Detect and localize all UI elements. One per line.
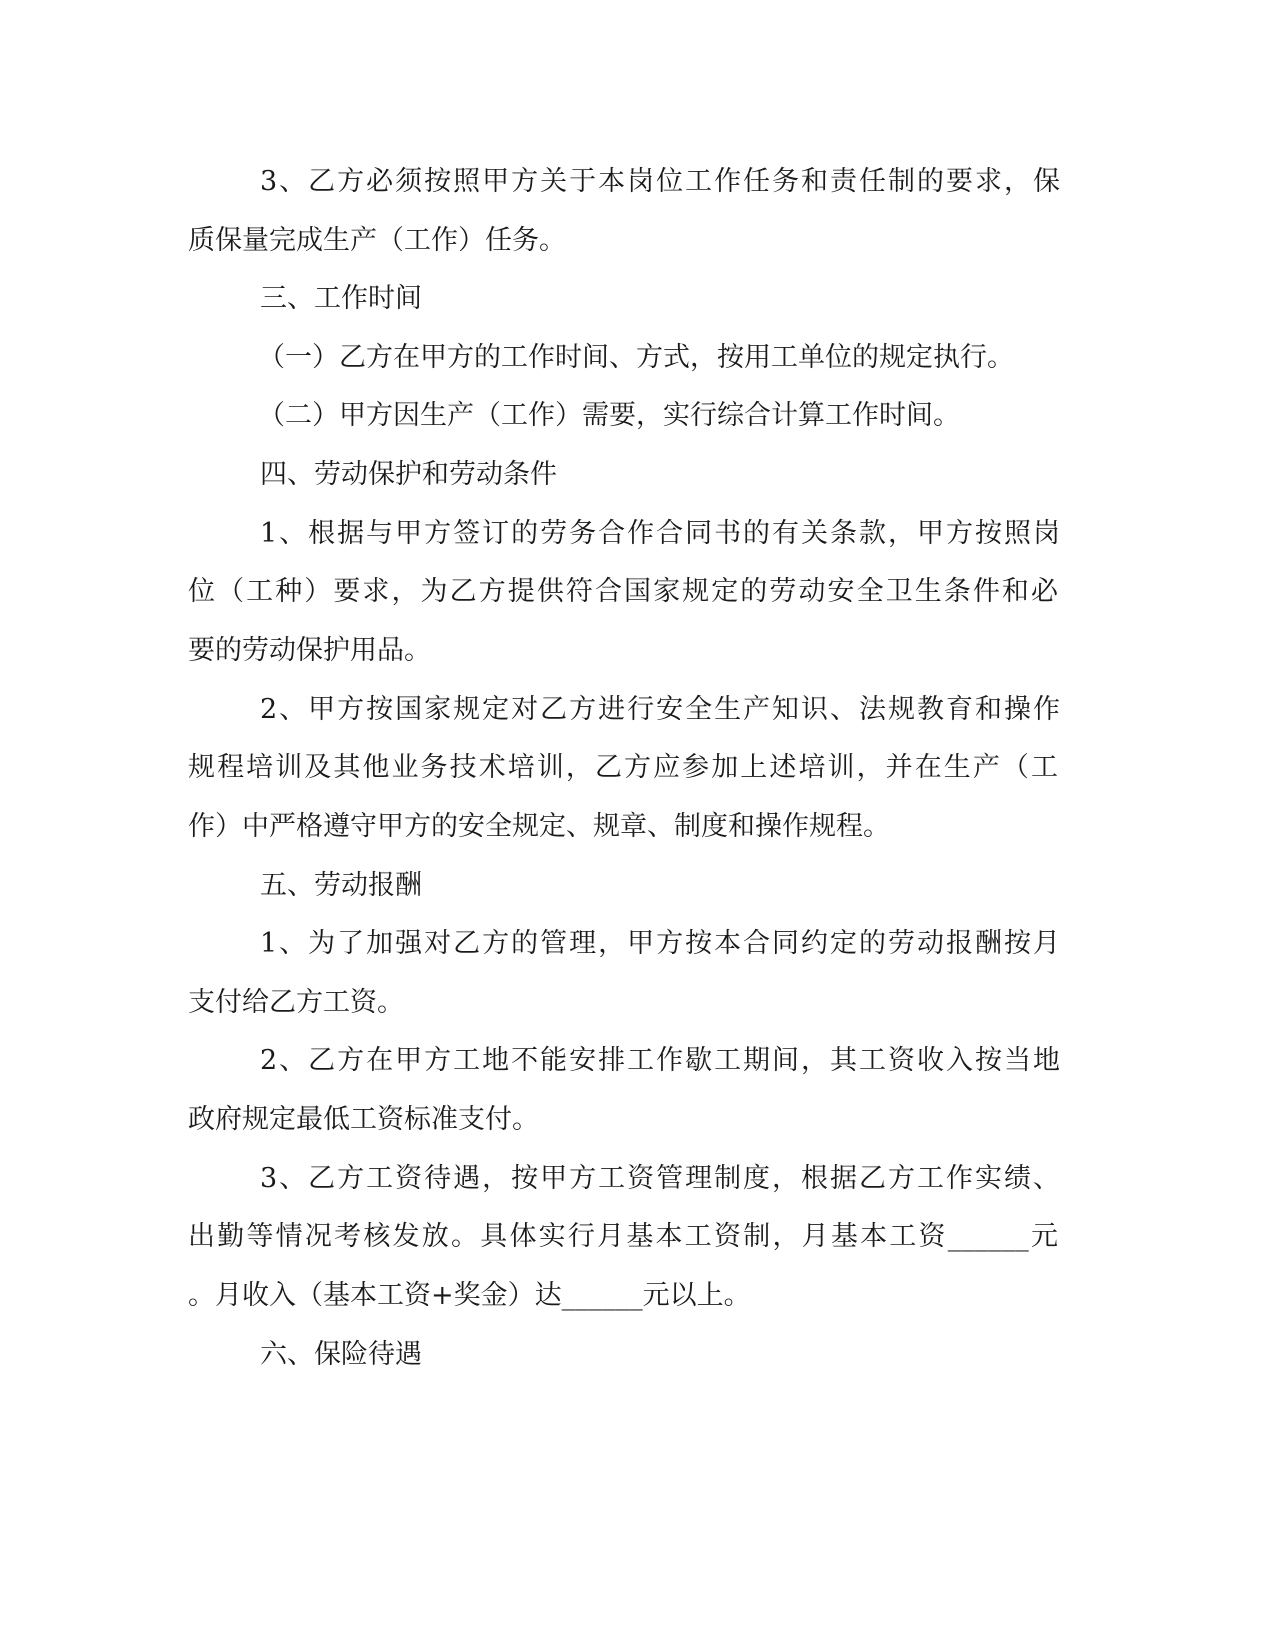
- paragraph-line: 2、甲方按国家规定对乙方进行安全生产知识、法规教育和操作: [260, 694, 1060, 725]
- paragraph-line: 3、乙方必须按照甲方关于本岗位工作任务和责任制的要求，保: [260, 166, 1060, 197]
- paragraph-line: 出勤等情况考核发放。具体实行月基本工资制，月基本工资______元: [188, 1221, 1058, 1252]
- paragraph-line: 政府规定最低工资标准支付。: [188, 1104, 539, 1135]
- section-heading: 三、工作时间: [260, 283, 422, 314]
- section-heading: 五、劳动报酬: [260, 870, 422, 901]
- paragraph-line: （二）甲方因生产（工作）需要，实行综合计算工作时间。: [258, 400, 960, 431]
- paragraph-line: 要的劳动保护用品。: [188, 635, 431, 666]
- paragraph-line: 支付给乙方工资。: [188, 987, 404, 1018]
- section-heading: 六、保险待遇: [260, 1339, 422, 1370]
- paragraph-line: 3、乙方工资待遇，按甲方工资管理制度，根据乙方工作实绩、: [260, 1163, 1060, 1194]
- paragraph-line: 位（工种）要求，为乙方提供符合国家规定的劳动安全卫生条件和必: [188, 576, 1058, 607]
- paragraph-line: 作）中严格遵守甲方的安全规定、规章、制度和操作规程。: [188, 811, 890, 842]
- paragraph-line: 1、根据与甲方签订的劳务合作合同书的有关条款，甲方按照岗: [260, 518, 1060, 549]
- paragraph-line: 1、为了加强对乙方的管理，甲方按本合同约定的劳动报酬按月: [260, 928, 1060, 959]
- paragraph-line: 2、乙方在甲方工地不能安排工作歇工期间，其工资收入按当地: [260, 1045, 1060, 1076]
- section-heading: 四、劳动保护和劳动条件: [260, 459, 557, 490]
- paragraph-line: 规程培训及其他业务技术培训，乙方应参加上述培训，并在生产（工: [188, 752, 1058, 783]
- paragraph-line: （一）乙方在甲方的工作时间、方式，按用工单位的规定执行。: [258, 342, 1014, 373]
- paragraph-line: 质保量完成生产（工作）任务。: [188, 225, 566, 256]
- paragraph-line: 。月收入（基本工资+奖金）达______元以上。: [188, 1280, 751, 1311]
